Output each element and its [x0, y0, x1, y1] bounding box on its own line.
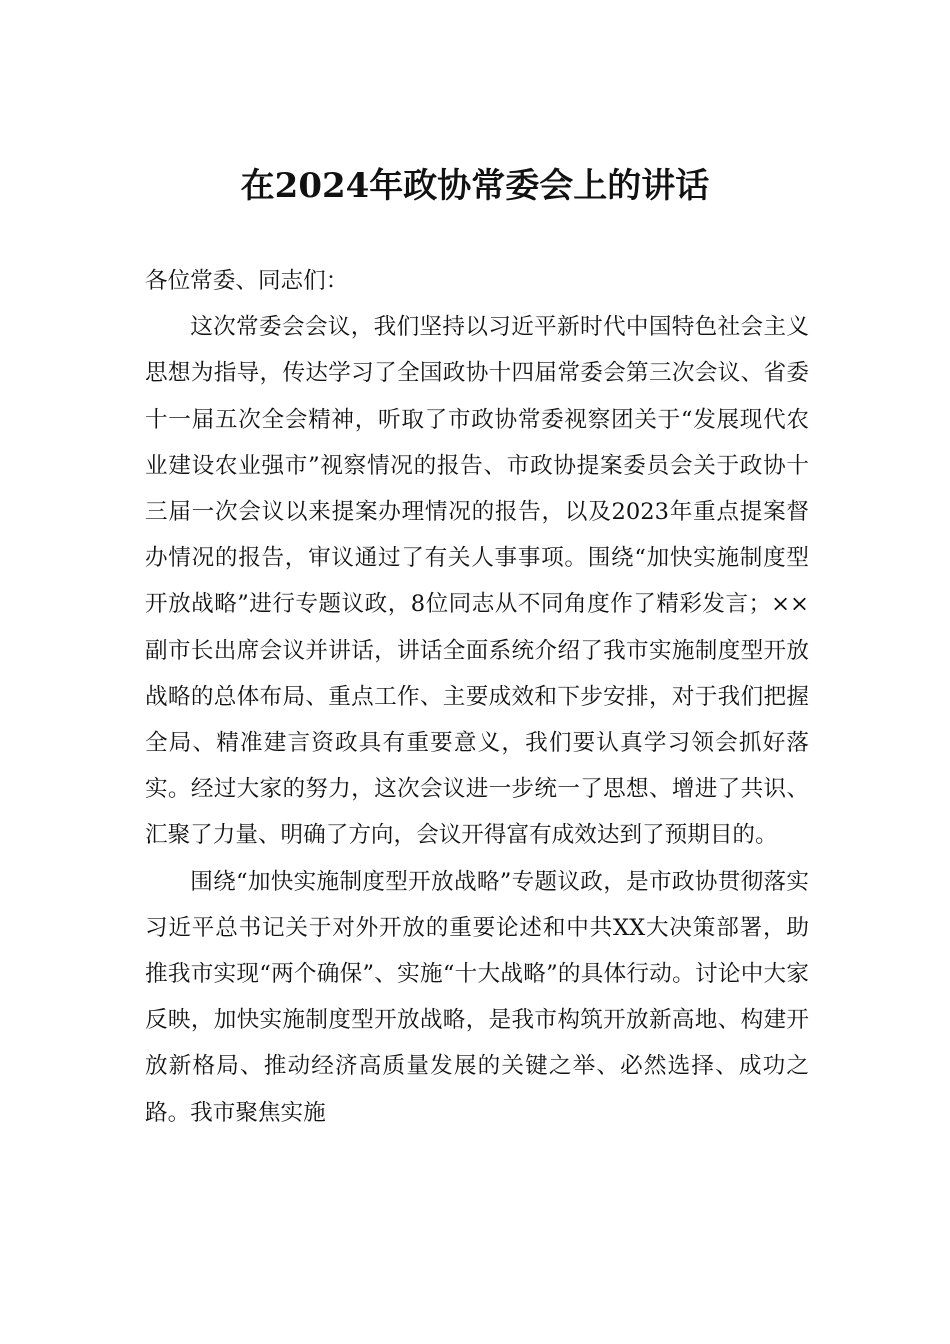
- document-title: 在2024年政协常委会上的讲话: [240, 166, 710, 206]
- salutation: 各位常委、同志们：: [145, 268, 349, 294]
- paragraph-1: 这次常委会会议，我们坚持以习近平新时代中国特色社会主义思想为指导，传达学习了全国政协十四届常委会第三次会议、省委十一届五次全会精神，听取了市政协常委视察团关于“发展现代农业建设农业强市”视察情况的报告、市政协提案委员会关于政协十三届一次会议以来提案办理情况的报告，以及2023年重点提案督办情况的报告，审议通过了有关人事事项。围绕“加快实施制度型开放战略”进行专题议政，8位同志从不同角度作了精彩发言；××副市长出席会议并讲话，讲话全面系统介绍了我市实施制度型开放战略的总体布局、重点工作、主要成效和下步安排，对于我们把握全局、精准建言资政具有重要意义，我们要认真学习领会抓好落实。经过大家的努力，这次会议进一步统一了思想、增进了共识、汇聚了力量、明确了方向，会议开得富有成效达到了预期目的。: [145, 314, 809, 849]
- paragraph-2: 围绕“加快实施制度型开放战略”专题议政，是市政协贯彻落实习近平总书记关于对外开放的重要论述和中共XX大决策部署，助推我市实现“两个确保”、实施“十大战略”的具体行动。讨论中大家反映，加快实施制度型开放战略，是我市构筑开放新高地、构建开放新格局、推动经济高质量发展的关键之举、必然选择、成功之路。我市聚焦实施: [145, 868, 809, 1126]
- document-body: [145, 258, 809, 1136]
